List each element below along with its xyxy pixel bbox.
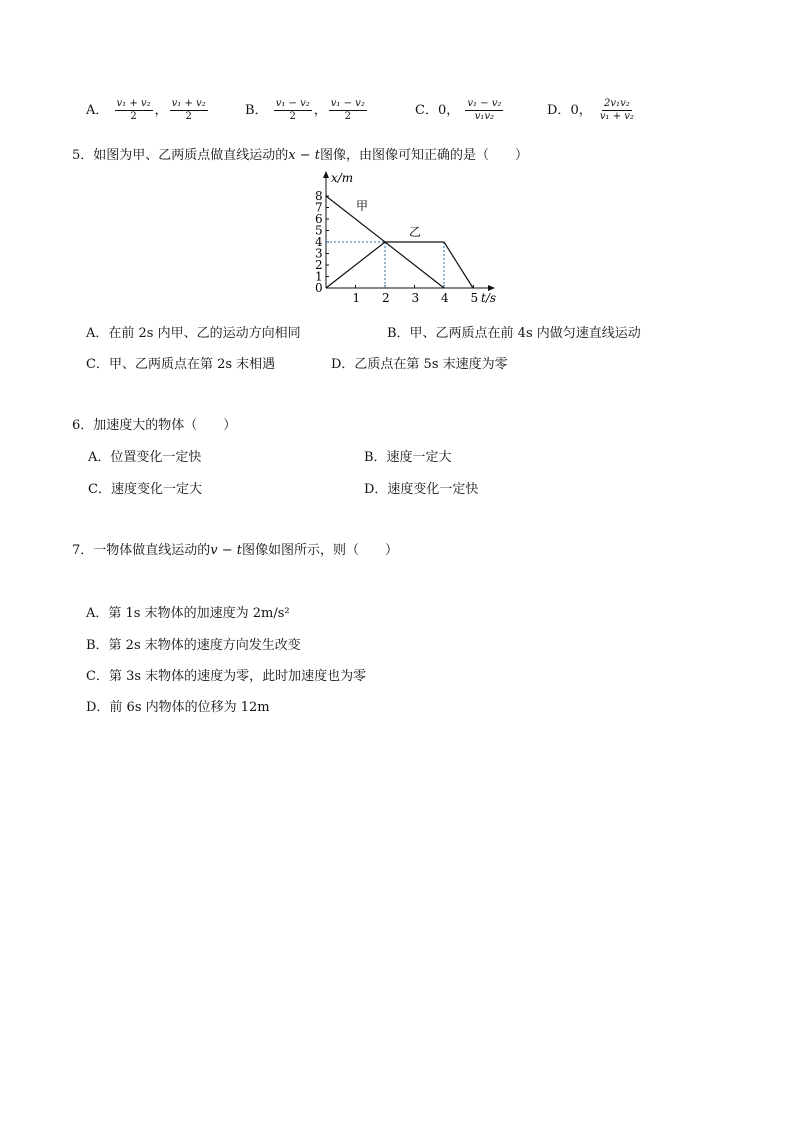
y-tick-label: 1	[315, 269, 323, 284]
q6-stem: 6．加速度大的物体（ ）	[72, 418, 237, 433]
q6-option-a: A．位置变化一定快	[88, 450, 202, 465]
q4-option-d: D．0， $\frac{\text{2v₁v₂}}{\text{v₁ + v₂}}$	[547, 98, 634, 122]
x-tick-label: 4	[441, 291, 449, 305]
y-tick-label: 8	[315, 189, 323, 203]
fraction: $\frac{\text{v₁ − v₂}}{2}$	[330, 98, 365, 122]
y-tick-label: 3	[315, 246, 323, 261]
x-tick-label: 3	[411, 291, 420, 305]
y-tick-label: 2	[315, 258, 323, 272]
q5-option-d: D．乙质点在第 5s 末速度为零	[331, 357, 508, 372]
y-tick-label: 4	[315, 235, 323, 249]
y-tick-label: 5	[315, 223, 323, 238]
q7-stem: 7．一物体做直线运动的v − t图像如图所示，则（ ）	[72, 543, 399, 558]
y-axis-arrow-icon	[323, 171, 329, 178]
q4-option-d-label: D．	[547, 103, 571, 118]
q5-option-c: C．甲、乙两质点在第 2s 末相遇	[86, 357, 276, 372]
x-tick-label: 5	[470, 291, 479, 305]
x-axis-label: t/s	[481, 291, 497, 305]
x-tick-label: 1	[352, 291, 361, 305]
q7-option-b: B．第 2s 末物体的速度方向发生改变	[86, 638, 301, 653]
fraction: $\frac{\text{2v₁v₂}}{\text{v₁ + v₂}}$	[599, 98, 634, 122]
x-tick-label: 2	[382, 291, 390, 305]
q4-option-c: C．0， $\frac{\text{v₁ − v₂}}{\text{v₁v₂}}$	[415, 98, 502, 122]
q6-option-d: D．速度变化一定快	[364, 482, 479, 497]
fraction: $\frac{\text{v₁ − v₂}}{\text{v₁v₂}}$	[467, 98, 502, 122]
q4-option-b: B． $\frac{\text{v₁ − v₂}}{2}$ ， $\frac{\text{v₁ − v₂}}{2}$	[245, 98, 365, 122]
y-tick-label: 6	[315, 212, 323, 226]
label-jia: 甲	[356, 199, 369, 213]
q4-option-a: A． $\frac{\text{v₁ + v₂}}{2}$ ， $\frac{\text{v₁ + v₂}}{2}$	[86, 98, 206, 122]
q7-option-a: A．第 1s 末物体的加速度为 2m/s²	[86, 606, 290, 621]
q7-option-c: C．第 3s 末物体的速度为零，此时加速度也为零	[86, 669, 367, 684]
line-yi	[326, 242, 473, 288]
fraction: $\frac{\text{v₁ + v₂}}{2}$	[116, 98, 151, 122]
q5-option-b: B．甲、乙两质点在前 4s 内做匀速直线运动	[387, 326, 641, 341]
q4-option-c-label: C．	[415, 103, 438, 118]
y-tick-label: 7	[315, 200, 323, 215]
q5-option-a: A．在前 2s 内甲、乙的运动方向相同	[86, 326, 301, 341]
q4-option-a-label: A．	[86, 103, 109, 118]
fraction: $\frac{\text{v₁ + v₂}}{2}$	[171, 98, 206, 122]
q4-option-b-label: B．	[245, 103, 268, 118]
q5-stem: 5．如图为甲、乙两质点做直线运动的x − t图像，由图像可知正确的是（ ）	[72, 148, 529, 163]
q7-option-d: D．前 6s 内物体的位移为 12m	[86, 700, 270, 715]
x-t-graph	[305, 168, 505, 308]
fraction: $\frac{\text{v₁ − v₂}}{2}$	[275, 98, 310, 122]
y-tick-label: 0	[315, 281, 323, 295]
y-axis-label: x/m	[331, 171, 354, 185]
q6-option-b: B．速度一定大	[364, 450, 452, 465]
q6-option-c: C．速度变化一定大	[88, 482, 202, 497]
label-yi: 乙	[409, 225, 422, 239]
